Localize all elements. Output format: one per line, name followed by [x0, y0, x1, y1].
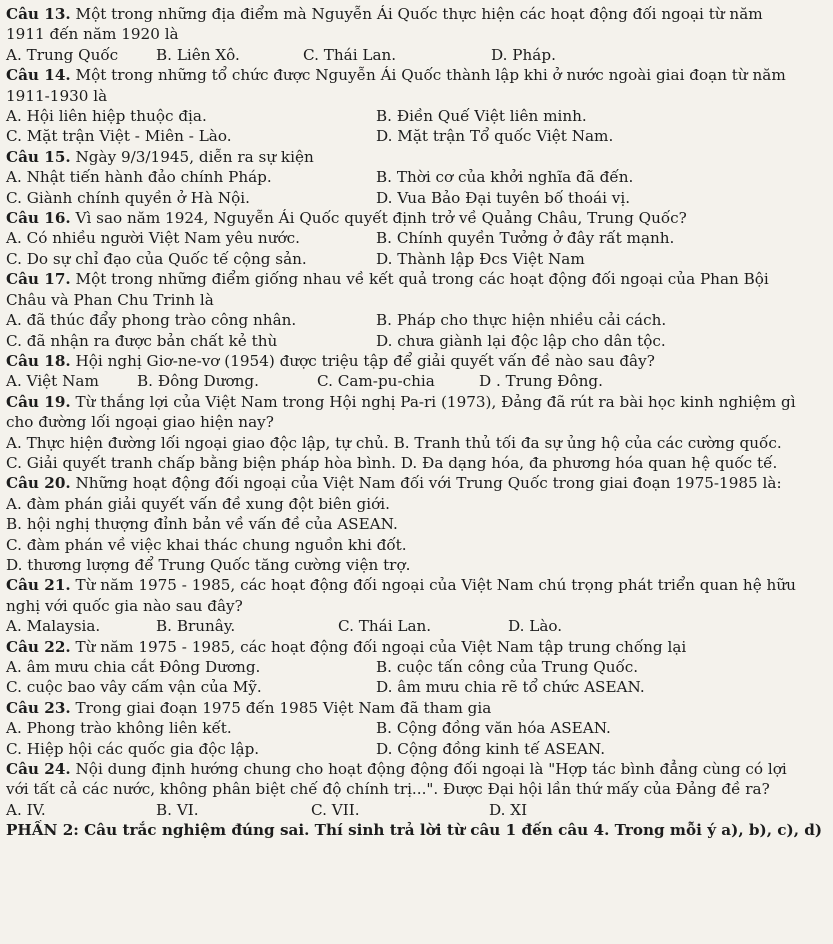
question-13-stem-cont: 1911 đến năm 1920 là [6, 25, 179, 44]
question-17-options-ab [6, 310, 829, 330]
option-a: A. Phong trào không liên kết. [6, 719, 232, 738]
question-15-stem [6, 147, 829, 167]
option-d: D. Lào. [508, 617, 563, 636]
question-21-options [6, 616, 829, 636]
option-d: D. Cộng đồng kinh tế ASEAN. [376, 739, 606, 758]
question-number: Câu 23. [6, 698, 71, 717]
question-14-options-cd [6, 126, 829, 146]
question-23-options-cd [6, 739, 829, 759]
option-b: B. Đông Dương. [137, 372, 259, 391]
option-d: D. chưa giành lại độc lập cho dân tộc. [376, 331, 666, 350]
question-number: Câu 21. [6, 576, 71, 595]
question-24-options [6, 800, 829, 820]
question-16-stem [6, 208, 829, 228]
question-19-options-ab: A. Thực hiện đường lối ngoại giao độc lập, tự chủ. B. Tranh thủ tối đa sự ủng hộ của các cường quốc. [6, 433, 782, 452]
option-d: D. Thành lập Đcs Việt Nam [376, 249, 585, 268]
question-13-stem [6, 4, 829, 24]
question-number: Câu 19. [6, 392, 71, 411]
question-text: Một trong những tổ chức được Nguyễn Ái Quốc thành lập khi ở nước ngoài giai đoạn từ năm [70, 66, 786, 85]
option-b: B. Thời cơ của khởi nghĩa đã đến. [376, 168, 634, 187]
option-b: B. Điền Quế Việt liên minh. [376, 107, 587, 126]
question-18-stem [6, 351, 829, 371]
question-text: Vì sao năm 1924, Nguyễn Ái Quốc quyết định trở về Quảng Châu, Trung Quốc? [70, 209, 687, 228]
option-c: C. Mặt trận Việt - Miên - Lào. [6, 127, 232, 146]
option-c: C. đàm phán về việc khai thác chung nguồn khi đốt. [6, 535, 407, 554]
question-19-stem [6, 392, 829, 412]
question-number: Câu 17. [6, 270, 71, 289]
option-c: C. Do sự chỉ đạo của Quốc tế cộng sản. [6, 249, 307, 268]
question-16-options-cd [6, 249, 829, 269]
option-d: D. Vua Bảo Đại tuyên bố thoái vị. [376, 188, 631, 207]
option-a: A. Việt Nam [6, 372, 99, 391]
question-22-options-ab [6, 657, 829, 677]
option-a: A. Nhật tiến hành đảo chính Pháp. [6, 168, 272, 187]
question-16-options-ab [6, 228, 829, 248]
question-14-stem [6, 65, 829, 85]
option-b: B. hội nghị thượng đỉnh bản về vấn đề của ASEAN. [6, 515, 398, 534]
question-18-options [6, 371, 829, 391]
question-number: Câu 15. [6, 147, 71, 166]
question-24-stem-cont: với tất cả các nước, không phân biệt chế độ chính trị...". Được Đại hội lần thứ mấy của Đảng đề ra? [6, 780, 770, 799]
option-a: A. âm mưu chia cắt Đông Dương. [6, 658, 261, 676]
option-b: B. Brunây. [156, 617, 236, 636]
question-number: Câu 18. [6, 351, 71, 370]
option-c: C. VII. [311, 800, 360, 819]
question-text: Một trong những địa điểm mà Nguyễn Ái Quốc thực hiện các hoạt động đối ngoại từ năm [70, 5, 763, 23]
option-a: A. Trung Quốc [6, 45, 119, 64]
question-text: Từ năm 1975 - 1985, các hoạt động đối ngoại của Việt Nam chú trọng phát triển quan hệ hữu [70, 576, 796, 595]
option-c: C. Thái Lan. [338, 617, 432, 636]
question-17-stem [6, 269, 829, 289]
option-c: C. Giành chính quyền ở Hà Nội. [6, 188, 250, 207]
question-text: Từ thắng lợi của Việt Nam trong Hội nghị Pa-ri (1973), Đảng đã rút ra bài học kinh nghiệm gì [70, 392, 796, 411]
option-d: D. Mặt trận Tổ quốc Việt Nam. [376, 127, 614, 146]
question-text: Một trong những điểm giống nhau về kết quả trong các hoạt động đối ngoại của Phan Bội [70, 270, 769, 289]
question-21-stem-cont: nghị với quốc gia nào sau đây? [6, 596, 243, 615]
question-number: Câu 13. [6, 5, 71, 23]
question-text: Hội nghị Giơ-ne-vơ (1954) được triệu tập để giải quyết vấn đề nào sau đây? [70, 351, 655, 370]
option-a: A. Hội liên hiệp thuộc địa. [6, 107, 207, 126]
question-13-options [6, 45, 829, 65]
option-b: B. VI. [156, 800, 199, 819]
option-b: B. Cộng đồng văn hóa ASEAN. [376, 719, 611, 738]
question-14-options-ab [6, 106, 829, 126]
option-d: D . Trung Đông. [479, 372, 603, 391]
question-23-options-ab [6, 718, 829, 738]
question-23-stem [6, 698, 829, 718]
option-a: A. IV. [6, 800, 46, 819]
question-22-options-cd [6, 677, 829, 697]
option-b: B. Chính quyền Tưởng ở đây rất mạnh. [376, 229, 675, 248]
option-c: C. Hiệp hội các quốc gia độc lập. [6, 739, 260, 758]
question-24-stem [6, 759, 829, 779]
question-17-options-cd [6, 331, 829, 351]
question-text: Trong giai đoạn 1975 đến 1985 Việt Nam đã tham gia [70, 698, 492, 717]
question-14-stem-cont: 1911-1930 là [6, 86, 108, 105]
question-15-options-ab [6, 167, 829, 187]
option-b: B. Liên Xô. [156, 45, 240, 64]
option-d: D. thương lượng để Trung Quốc tăng cường viện trợ. [6, 555, 411, 574]
question-number: Câu 16. [6, 209, 71, 228]
option-b: B. cuộc tấn công của Trung Quốc. [376, 658, 639, 676]
question-15-options-cd [6, 188, 829, 208]
option-c: C. đã nhận ra được bản chất kẻ thù [6, 331, 278, 350]
question-text: Nội dung định hướng chung cho hoạt động động đối ngoại là "Hợp tác bình đẳng cùng có lợi [70, 760, 787, 779]
question-text: Những hoạt động đối ngoại của Việt Nam đối với Trung Quốc trong giai đoạn 1975-1985 là: [70, 474, 782, 493]
question-22-stem [6, 637, 829, 657]
question-number: Câu 24. [6, 760, 71, 779]
question-19-options-cd: C. Giải quyết tranh chấp bằng biện pháp hòa bình. D. Đa dạng hóa, đa phương hóa quan hệ quốc tế. [6, 453, 778, 472]
question-text: Ngày 9/3/1945, diễn ra sự kiện [70, 147, 314, 166]
option-d: D. XI [489, 800, 528, 819]
question-20-stem [6, 473, 829, 493]
option-a: A. Có nhiều người Việt Nam yêu nước. [6, 229, 300, 248]
option-a: A. đàm phán giải quyết vấn đề xung đột biên giới. [6, 494, 390, 513]
option-d: D. Pháp. [491, 45, 556, 64]
option-c: C. Thái Lan. [303, 45, 397, 64]
option-a: A. đã thúc đẩy phong trào công nhân. [6, 311, 297, 330]
question-19-stem-cont: cho đường lối ngoại giao hiện nay? [6, 413, 274, 432]
question-text: Từ năm 1975 - 1985, các hoạt động đối ngoại của Việt Nam tập trung chống lại [70, 637, 687, 656]
option-b: B. Pháp cho thực hiện nhiều cải cách. [376, 311, 667, 330]
option-c: C. Cam-pu-chia [317, 372, 435, 391]
part-2-heading: PHẦN 2: Câu trắc nghiệm đúng sai. Thí sinh trả lời từ câu 1 đến câu 4. Trong mỗi ý a), b), c), d) [6, 821, 823, 840]
option-a: A. Malaysia. [6, 617, 101, 636]
option-d: D. âm mưu chia rẽ tổ chức ASEAN. [376, 678, 645, 697]
option-c: C. cuộc bao vây cấm vận của Mỹ. [6, 678, 262, 697]
question-number: Câu 20. [6, 474, 71, 493]
question-17-stem-cont: Châu và Phan Chu Trinh là [6, 290, 214, 309]
question-number: Câu 22. [6, 637, 71, 656]
question-number: Câu 14. [6, 66, 71, 85]
question-21-stem [6, 575, 829, 595]
